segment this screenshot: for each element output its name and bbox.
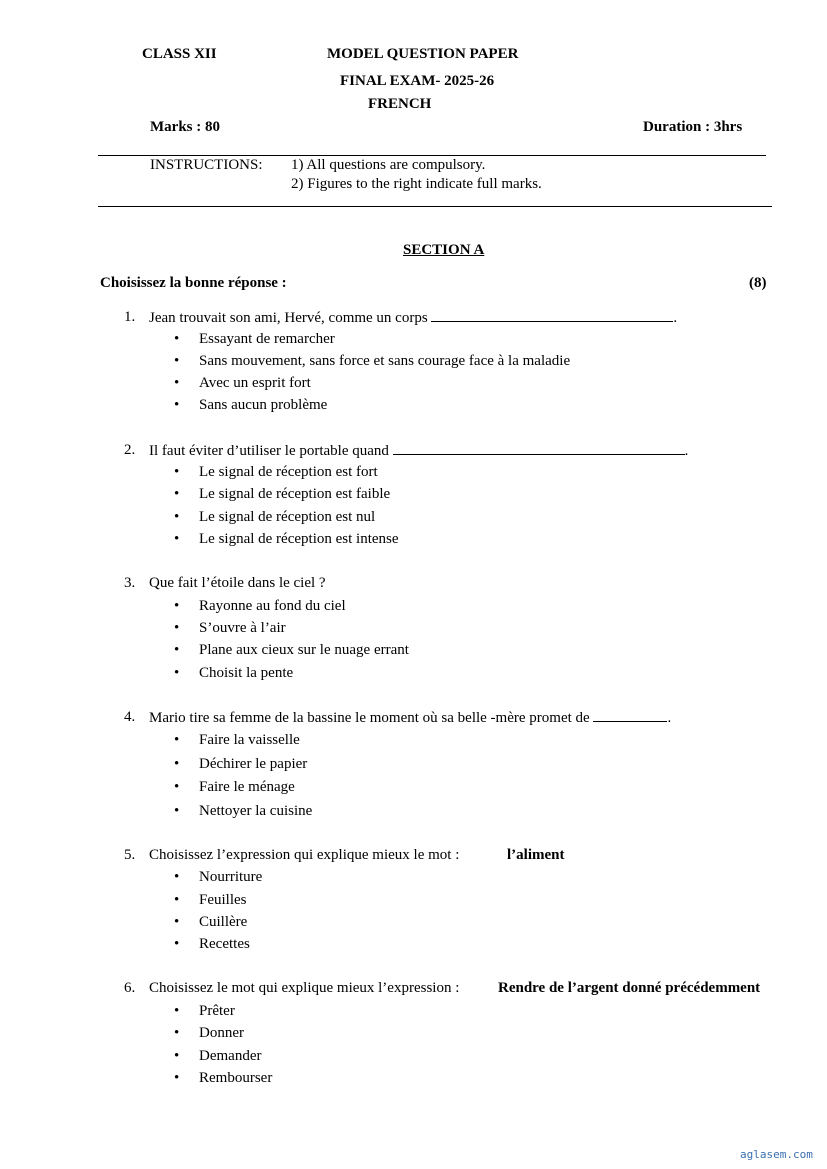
option: Nourriture [199,869,263,885]
question-suffix: . [673,310,678,326]
bullet-icon: • [174,665,180,681]
duration-label: Duration : 3hrs [643,119,743,135]
section-instruction: Choisissez la bonne réponse : [100,275,287,291]
bullet-icon: • [174,598,180,614]
bullet-icon: • [174,936,180,952]
bullet-icon: • [174,779,180,795]
bullet-icon: • [174,353,180,369]
question-text: Choisissez l’expression qui explique mieux le mot : [149,847,460,863]
option: Avec un esprit fort [199,375,311,391]
option: Déchirer le papier [199,756,308,772]
option: Le signal de réception est nul [199,509,376,525]
question-number: 4. [124,709,136,725]
option: Demander [199,1048,262,1064]
subject-label: FRENCH [368,96,432,112]
question-term: l’aliment [507,847,565,863]
question-2-stem [149,442,688,460]
question-suffix: . [684,443,689,459]
instruction-item: 2) Figures to the right indicate full marks. [291,176,542,192]
option: Faire le ménage [199,779,295,795]
option: Plane aux cieux sur le nuage errant [199,642,409,658]
question-number: 1. [124,309,136,325]
bullet-icon: • [174,397,180,413]
bullet-icon: • [174,1070,180,1086]
question-text: Mario tire sa femme de la bassine le moment où sa belle -mère promet de [149,710,590,726]
divider-top [98,155,766,156]
answer-blank [393,442,685,455]
question-number: 5. [124,847,136,863]
bullet-icon: • [174,892,180,908]
question-text: Jean trouvait son ami, Hervé, comme un corps [149,310,428,326]
bullet-icon: • [174,1003,180,1019]
bullet-icon: • [174,914,180,930]
class-label: CLASS XII [142,46,217,62]
option: Donner [199,1025,244,1041]
answer-blank [593,709,667,722]
option: Choisit la pente [199,665,294,681]
question-text: Que fait l’étoile dans le ciel ? [149,575,326,591]
option: Recettes [199,936,250,952]
bullet-icon: • [174,869,180,885]
option: Essayant de remarcher [199,331,335,347]
paper-title: MODEL QUESTION PAPER [327,46,519,62]
option: Cuillère [199,914,248,930]
question-1-stem [149,309,677,327]
question-number: 2. [124,442,136,458]
bullet-icon: • [174,756,180,772]
option: Rayonne au fond du ciel [199,598,346,614]
section-marks: (8) [749,275,767,291]
answer-blank [431,309,673,322]
question-suffix: . [667,710,672,726]
option: Le signal de réception est intense [199,531,399,547]
bullet-icon: • [174,732,180,748]
option: Nettoyer la cuisine [199,803,313,819]
divider-bottom [98,206,772,207]
option: Le signal de réception est fort [199,464,378,480]
bullet-icon: • [174,803,180,819]
watermark: aglasem.com [740,1148,813,1161]
question-4-stem [149,709,671,727]
question-number: 3. [124,575,136,591]
instructions-label: INSTRUCTIONS: [150,157,263,173]
question-text: Il faut éviter d’utiliser le portable quand [149,443,389,459]
option: Sans mouvement, sans force et sans courage face à la maladie [199,353,571,369]
bullet-icon: • [174,464,180,480]
bullet-icon: • [174,331,180,347]
bullet-icon: • [174,620,180,636]
question-text: Choisissez le mot qui explique mieux l’expression : [149,980,460,996]
exam-label: FINAL EXAM- 2025-26 [340,73,495,89]
question-number: 6. [124,980,136,996]
bullet-icon: • [174,486,180,502]
bullet-icon: • [174,1048,180,1064]
option: Feuilles [199,892,247,908]
bullet-icon: • [174,531,180,547]
question-term: Rendre de l’argent donné précédemment [498,980,761,996]
bullet-icon: • [174,1025,180,1041]
marks-label: Marks : 80 [150,119,220,135]
bullet-icon: • [174,642,180,658]
option: Sans aucun problème [199,397,328,413]
bullet-icon: • [174,509,180,525]
section-title: SECTION A [403,242,485,258]
option: Faire la vaisselle [199,732,300,748]
bullet-icon: • [174,375,180,391]
option: Le signal de réception est faible [199,486,391,502]
instruction-item: 1) All questions are compulsory. [291,157,486,173]
option: S’ouvre à l’air [199,620,286,636]
option: Prêter [199,1003,235,1019]
option: Rembourser [199,1070,273,1086]
